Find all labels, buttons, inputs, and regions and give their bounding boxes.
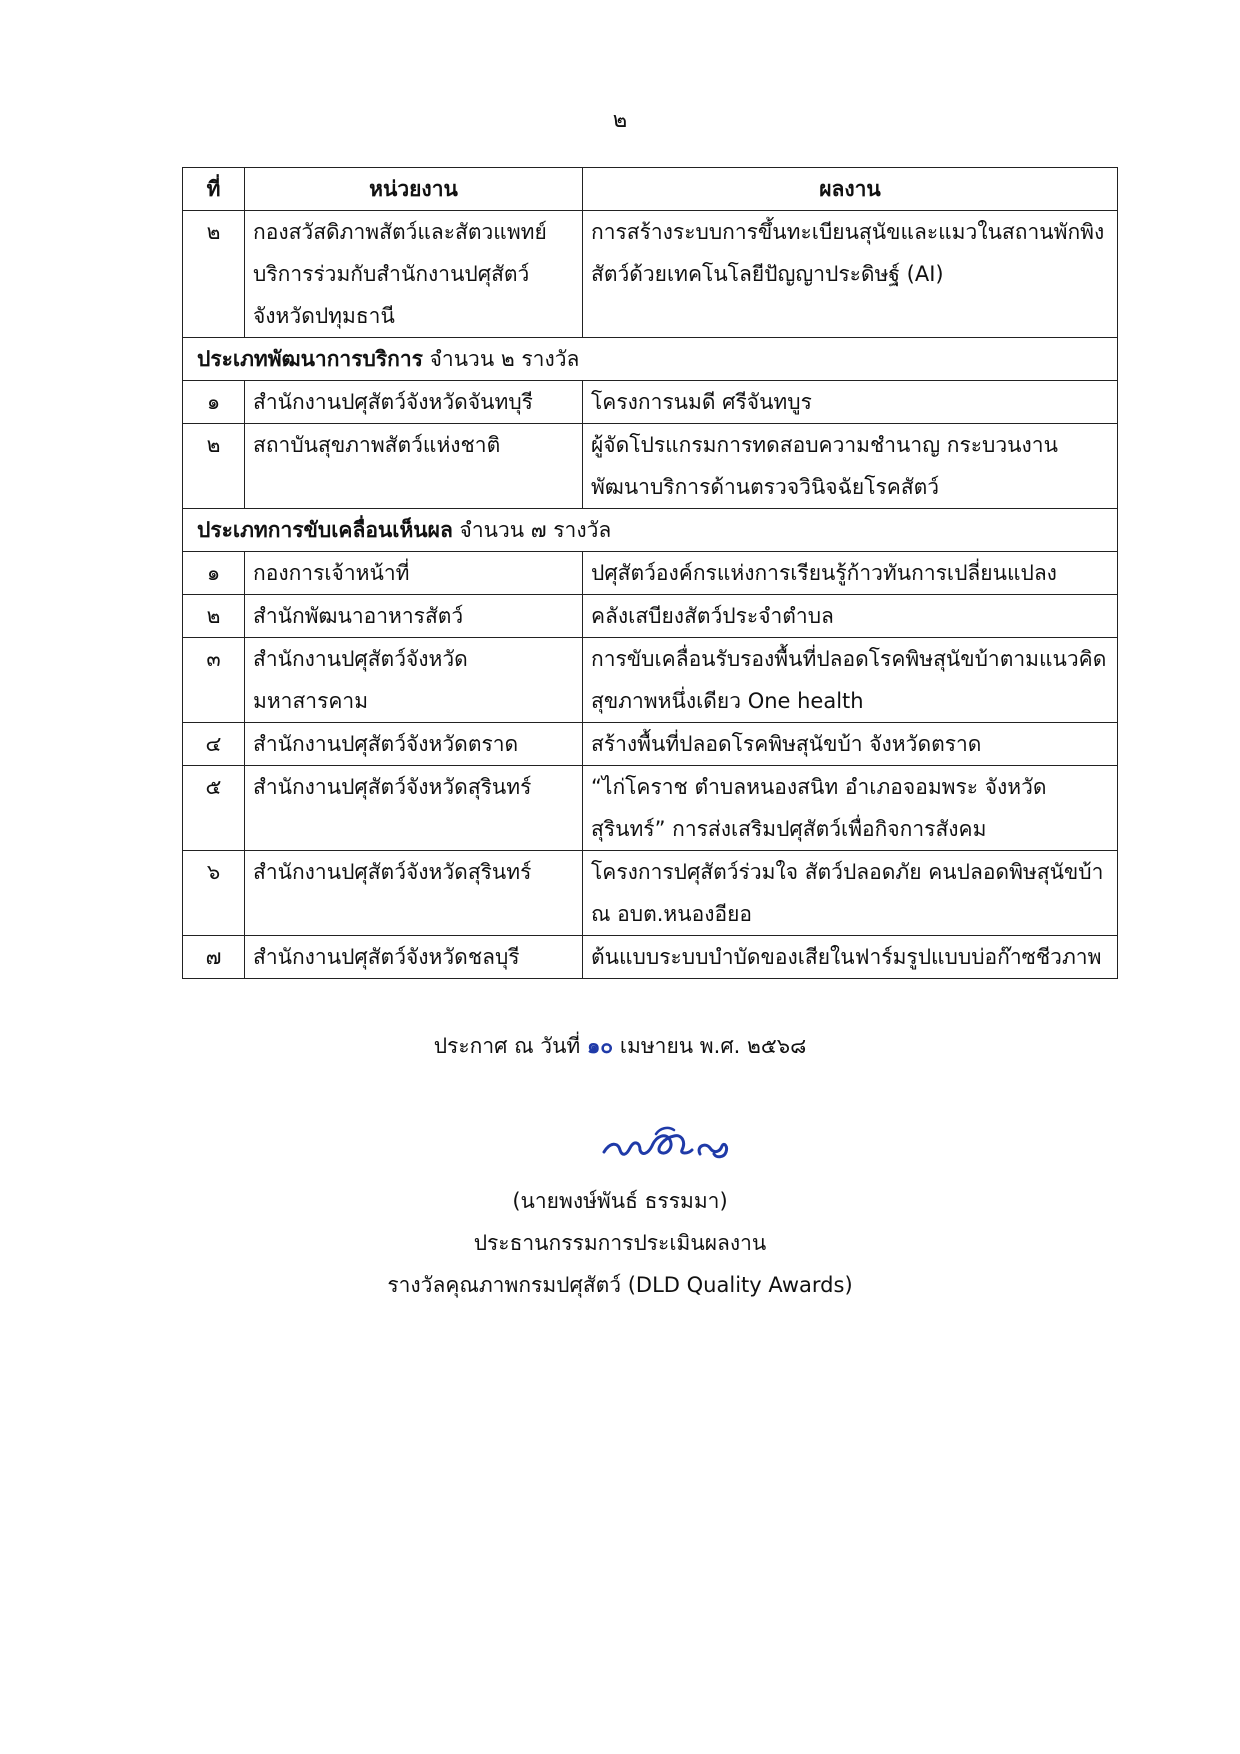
table-row: [183, 851, 1118, 936]
signatory-organization: รางวัลคุณภาพกรมปศุสัตว์ (DLD Quality Awards): [387, 1273, 853, 1297]
announcement-day: ๑๐: [586, 1034, 614, 1058]
category-count: จำนวน ๗ รางวัล: [459, 518, 612, 542]
table-row: [183, 381, 1118, 424]
table-row: [183, 595, 1118, 638]
table-header-row: [183, 168, 1118, 211]
table-row: [183, 766, 1118, 851]
row-number: ๓: [183, 638, 245, 723]
table-row: [183, 638, 1118, 723]
row-work: “ไก่โคราช ตำบลหนองสนิท อำเภอจอมพระ จังหวัดสุรินทร์” การส่งเสริมปศุสัตว์เพื่อกิจการสังคม: [583, 766, 1118, 851]
category-title: ประเภทพัฒนาการบริการ: [197, 347, 423, 371]
signatory-name: (นายพงษ์พันธ์ ธรรมมา): [512, 1189, 728, 1213]
header-work: ผลงาน: [583, 168, 1118, 211]
row-agency: สำนักงานปศุสัตว์จังหวัดชลบุรี: [245, 936, 583, 979]
row-work: โครงการนมดี ศรีจันทบูร: [583, 381, 1118, 424]
row-agency: สำนักพัฒนาอาหารสัตว์: [245, 595, 583, 638]
row-number: ๒: [183, 211, 245, 338]
row-work: คลังเสบียงสัตว์ประจำตำบล: [583, 595, 1118, 638]
row-number: ๑: [183, 552, 245, 595]
row-work: โครงการปศุสัตว์ร่วมใจ สัตว์ปลอดภัย คนปลอดพิษสุนัขบ้า ณ อบต.หนองอียอ: [583, 851, 1118, 936]
category-row-drive: [183, 509, 1118, 552]
announcement: [0, 1030, 1240, 1063]
row-work: การสร้างระบบการขึ้นทะเบียนสุนัขและแมวในสถานพักพิงสัตว์ด้วยเทคโนโลยีปัญญาประดิษฐ์ (AI): [583, 211, 1118, 338]
row-number: ๑: [183, 381, 245, 424]
page-number: ๒: [612, 108, 628, 133]
signatory-block: [0, 1180, 1240, 1306]
row-number: ๕: [183, 766, 245, 851]
table-row: [183, 936, 1118, 979]
row-agency: สำนักงานปศุสัตว์จังหวัดสุรินทร์: [245, 766, 583, 851]
announcement-suffix: เมษายน พ.ศ. ๒๕๖๘: [619, 1034, 807, 1058]
category-count: จำนวน ๒ รางวัล: [429, 347, 580, 371]
row-work: การขับเคลื่อนรับรองพื้นที่ปลอดโรคพิษสุนัขบ้าตามแนวคิดสุขภาพหนึ่งเดียว One health: [583, 638, 1118, 723]
table-row: [183, 552, 1118, 595]
category-row-service: [183, 338, 1118, 381]
row-agency: สำนักงานปศุสัตว์จังหวัดจันทบุรี: [245, 381, 583, 424]
row-agency: สถาบันสุขภาพสัตว์แห่งชาติ: [245, 424, 583, 509]
signatory-position: ประธานกรรมการประเมินผลงาน: [473, 1231, 767, 1255]
row-number: ๖: [183, 851, 245, 936]
row-number: ๒: [183, 424, 245, 509]
category-title: ประเภทการขับเคลื่อนเห็นผล: [197, 518, 453, 542]
row-agency: สำนักงานปศุสัตว์จังหวัดตราด: [245, 723, 583, 766]
header-no: ที่: [183, 168, 245, 211]
handwritten-signature: [596, 1120, 736, 1170]
category-drive: [183, 509, 1118, 552]
row-work: ปศุสัตว์องค์กรแห่งการเรียนรู้ก้าวทันการเปลี่ยนแปลง: [583, 552, 1118, 595]
table-row: [183, 211, 1118, 338]
row-work: สร้างพื้นที่ปลอดโรคพิษสุนัขบ้า จังหวัดตราด: [583, 723, 1118, 766]
table-row: [183, 723, 1118, 766]
announcement-prefix: ประกาศ ณ วันที่: [433, 1034, 581, 1058]
table-row: [183, 424, 1118, 509]
header-agency: หน่วยงาน: [245, 168, 583, 211]
row-agency: สำนักงานปศุสัตว์จังหวัดมหาสารคาม: [245, 638, 583, 723]
row-agency: สำนักงานปศุสัตว์จังหวัดสุรินทร์: [245, 851, 583, 936]
row-work: ต้นแบบระบบบำบัดของเสียในฟาร์มรูปแบบบ่อก๊าซชีวภาพ: [583, 936, 1118, 979]
row-agency: กองสวัสดิภาพสัตว์และสัตวแพทย์บริการร่วมกับสำนักงานปศุสัตว์จังหวัดปทุมธานี: [245, 211, 583, 338]
row-number: ๔: [183, 723, 245, 766]
category-service: [183, 338, 1118, 381]
awards-table: [182, 167, 1118, 979]
row-agency: กองการเจ้าหน้าที่: [245, 552, 583, 595]
row-work: ผู้จัดโปรแกรมการทดสอบความชำนาญ กระบวนงานพัฒนาบริการด้านตรวจวินิจฉัยโรคสัตว์: [583, 424, 1118, 509]
row-number: ๒: [183, 595, 245, 638]
row-number: ๗: [183, 936, 245, 979]
